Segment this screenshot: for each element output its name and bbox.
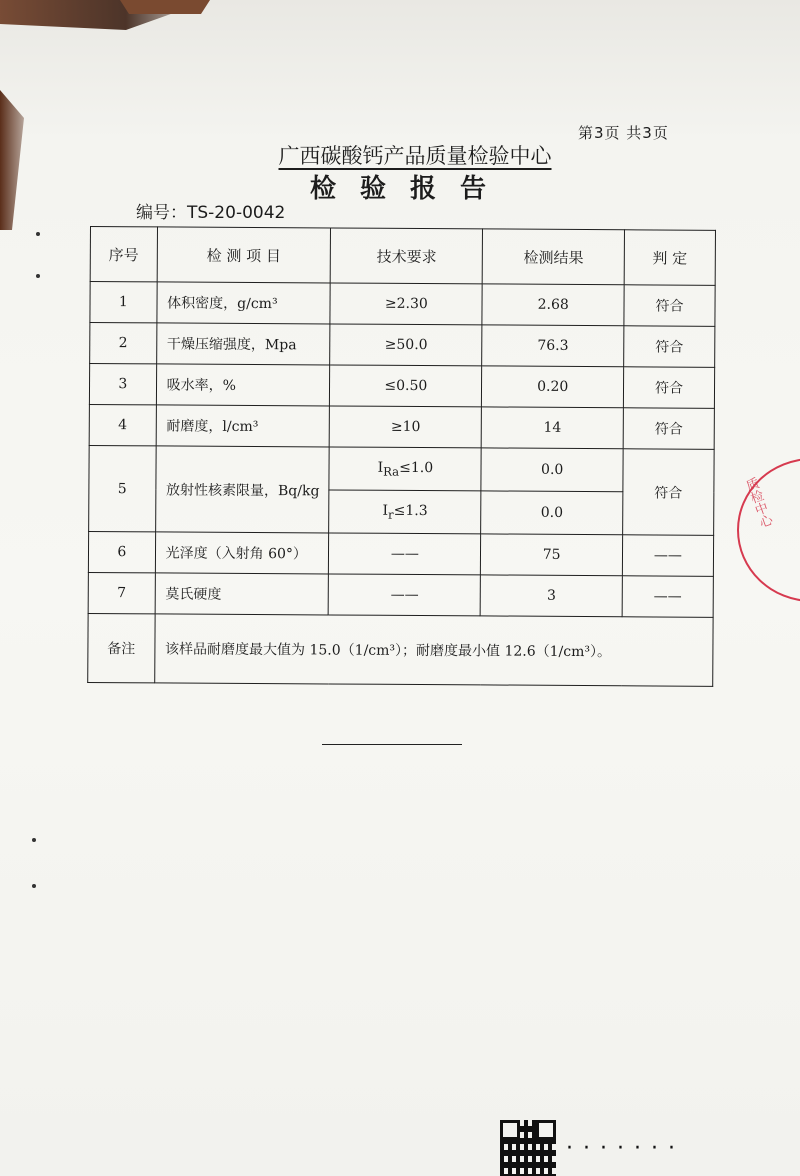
requirement-subscript: r xyxy=(388,507,394,522)
row-no: 2 xyxy=(90,323,157,364)
requirement-value: ≤1.0 xyxy=(399,459,434,476)
background-shadow xyxy=(0,90,40,230)
row-no: 3 xyxy=(89,364,156,405)
remark-row xyxy=(88,613,713,686)
row-requirement xyxy=(329,490,481,534)
header-no: 序号 xyxy=(90,227,157,282)
end-rule xyxy=(322,744,462,745)
table-row xyxy=(89,445,714,492)
row-no: 4 xyxy=(89,404,156,445)
requirement-value: ≤1.3 xyxy=(393,502,428,519)
seal-text: 质检中心 xyxy=(741,476,774,531)
table-row xyxy=(90,323,715,368)
binding-hole-mark xyxy=(36,232,40,236)
row-result: 0.0 xyxy=(481,448,623,492)
row-result: 76.3 xyxy=(482,325,624,367)
row-requirement: ≥2.30 xyxy=(330,283,482,325)
inspection-table xyxy=(87,226,716,687)
row-result: 0.20 xyxy=(482,366,624,408)
header-item: 检 测 项 目 xyxy=(157,227,331,283)
row-no: 1 xyxy=(90,282,157,323)
row-item: 干燥压缩强度，Mpa xyxy=(156,323,330,365)
row-judgement: 符合 xyxy=(623,408,714,450)
row-judgement: —— xyxy=(622,535,713,577)
page-number: 第3页 共3页 xyxy=(578,124,669,142)
requirement-symbol: I xyxy=(377,459,384,476)
row-no: 7 xyxy=(88,572,155,613)
table-header-row xyxy=(90,227,715,286)
row-item: 放射性核素限量，Bq/kg xyxy=(155,446,329,533)
background-shadow xyxy=(120,0,210,14)
remark-text: 该样品耐磨度最大值为 15.0（1/cm³）；耐磨度最小值 12.6（1/cm³）。 xyxy=(154,614,713,686)
table-row xyxy=(89,364,714,409)
row-requirement: ≥50.0 xyxy=(330,324,482,366)
report-title: 检验报告 xyxy=(309,174,510,204)
row-judgement: 符合 xyxy=(624,326,715,368)
row-no: 6 xyxy=(88,531,155,572)
row-judgement: 符合 xyxy=(623,367,714,409)
row-item: 吸水率，% xyxy=(156,364,330,406)
qr-code xyxy=(500,1120,556,1176)
row-result: 0.0 xyxy=(481,491,623,535)
row-item: 光泽度（入射角 60°） xyxy=(155,532,329,574)
row-requirement: ≤0.50 xyxy=(330,365,482,407)
row-judgement: 符合 xyxy=(624,285,715,327)
row-result: 3 xyxy=(481,575,623,617)
red-seal xyxy=(737,458,800,602)
table-row xyxy=(89,404,714,449)
row-judgement: —— xyxy=(622,576,713,618)
row-judgement: 符合 xyxy=(623,449,715,536)
row-item: 耐磨度，l/cm³ xyxy=(156,405,330,447)
row-requirement: —— xyxy=(329,533,481,575)
table-row xyxy=(88,572,713,617)
header-result: 检测结果 xyxy=(483,229,625,285)
requirement-symbol: I xyxy=(382,502,389,519)
binding-hole-mark xyxy=(32,838,36,842)
row-result: 2.68 xyxy=(482,284,624,326)
table-row xyxy=(90,282,715,327)
organization-name: 广西碳酸钙产品质量检验中心 xyxy=(278,144,552,168)
row-no: 5 xyxy=(89,445,156,531)
row-item: 莫氏硬度 xyxy=(155,573,329,615)
remark-label: 备注 xyxy=(88,613,155,682)
table-row xyxy=(88,531,713,576)
header-requirement: 技术要求 xyxy=(330,228,483,284)
row-requirement: —— xyxy=(328,574,480,616)
row-requirement xyxy=(329,447,481,491)
row-result: 75 xyxy=(481,534,623,576)
binding-hole-mark xyxy=(36,274,40,278)
footer-dots: ······· xyxy=(566,1136,685,1161)
report-serial: 编号：TS-20-0042 xyxy=(136,203,286,223)
row-requirement: ≥10 xyxy=(329,406,481,448)
row-result: 14 xyxy=(482,407,624,449)
header-judgement: 判 定 xyxy=(624,230,715,286)
binding-hole-mark xyxy=(32,884,36,888)
requirement-subscript: Ra xyxy=(383,464,400,479)
row-item: 体积密度，g/cm³ xyxy=(157,282,331,324)
